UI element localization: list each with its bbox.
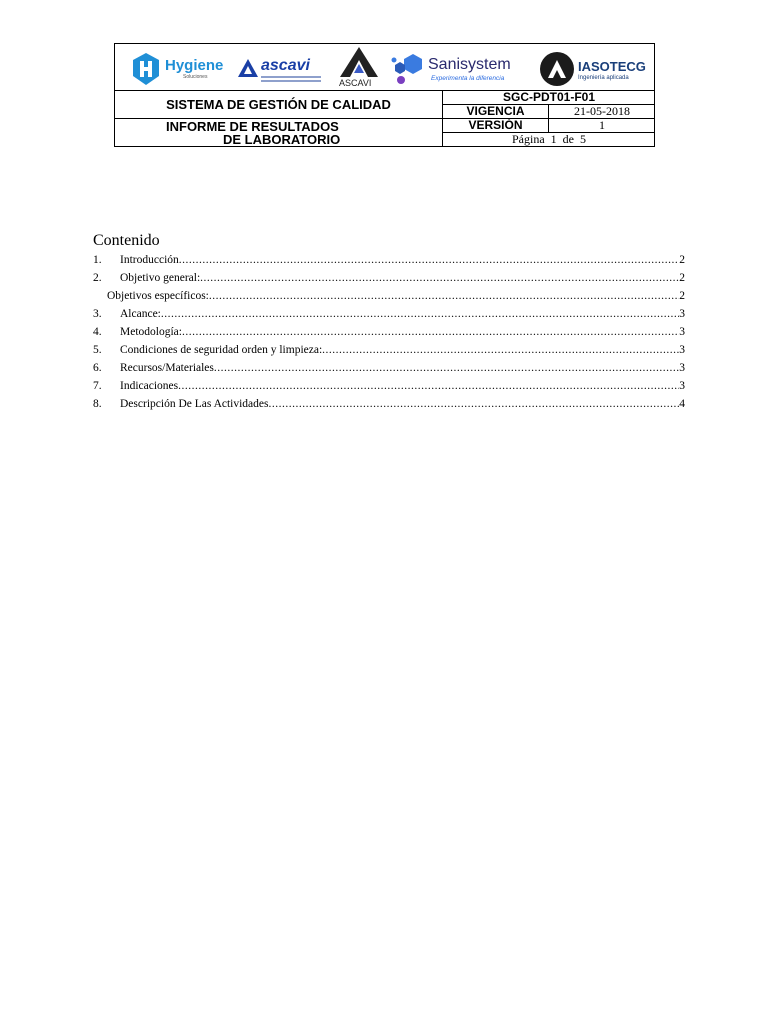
toc-item[interactable] [93,341,685,359]
toc-item-label: Descripción De Las Actividades [120,398,269,410]
toc-item-label: Introducción [120,254,179,266]
toc-item-page: 3 [679,362,685,374]
page-indicator: Página 1 de 5 [512,132,586,146]
version-label: VERSIÓN [443,119,549,133]
toc-item[interactable] [93,305,685,323]
toc-item-number: 2. [93,272,102,284]
vigencia-label: VIGENCIA [443,105,549,119]
table-of-contents [93,251,685,413]
document-title-line2: DE LABORATORIO [223,132,341,147]
document-title [115,119,443,147]
toc-item[interactable] [93,377,685,395]
system-title: SISTEMA DE GESTIÓN DE CALIDAD [115,91,443,119]
toc-item-page: 4 [679,398,685,410]
toc-item[interactable] [93,323,685,341]
sanisystem-text: Sanisystem [428,56,511,73]
toc-item-leader [179,251,679,269]
toc-item-number: 6. [93,362,102,374]
toc-item[interactable] [93,269,685,287]
toc-item-leader [161,305,679,323]
toc-item-page: 2 [679,272,685,284]
toc-item-page: 3 [679,344,685,356]
toc-item[interactable] [93,251,685,269]
toc-item-leader [209,287,679,305]
toc-item-label: Alcance: [120,308,161,320]
toc-item-leader [182,323,679,341]
toc-title: Contenido [93,232,160,249]
vigencia-value: 21-05-2018 [549,105,655,119]
toc-item-leader [178,377,679,395]
toc-item-label: Indicaciones [120,380,179,392]
toc-item[interactable] [93,287,685,305]
toc-item-leader [214,359,679,377]
toc-item-leader [269,395,680,413]
toc-item-number: 1. [93,254,102,266]
document-title-line1: INFORME DE RESULTADOS [166,119,339,134]
ascavi-small-text: ascavi [261,57,310,74]
toc-item-number: 4. [93,326,102,338]
toc-item-page: 3 [679,308,685,320]
toc-item-page: 2 [679,290,685,302]
toc-item-page: 2 [679,254,685,266]
sanisystem-molecule-icon [391,52,427,86]
toc-item[interactable] [93,395,685,413]
toc-item-leader [322,341,679,359]
document-header [114,43,655,147]
toc-item-label: Objetivo general: [120,272,201,284]
ascavi-big-text: ASCAVI [339,78,372,88]
toc-item-label: Metodología: [120,326,182,338]
ascavi-big-triangle-icon [339,46,379,78]
logo-row [115,44,654,91]
iasotecg-sub: Ingeniería aplicada [578,75,629,81]
toc-item-label: Objetivos específicos: [107,290,209,302]
toc-item-number: 3. [93,308,102,320]
hygiene-logo-sub: Soluciones [183,74,208,80]
toc-item-number: 8. [93,398,102,410]
toc-item-label: Condiciones de seguridad orden y limpieza: [120,344,323,356]
hygiene-logo [131,48,224,88]
toc-item[interactable] [93,359,685,377]
iasotecg-logo [537,48,652,88]
sanisystem-tagline: Experimenta la diferencia [431,75,505,82]
document-code: SGC-PDT01-F01 [443,91,655,105]
iasotecg-circle-icon [539,51,575,87]
toc-item-page: 3 [679,380,685,392]
iasotecg-text: IASOTECG [578,59,646,74]
ascavi-triangle-icon [237,58,259,78]
sanisystem-logo [391,48,526,88]
version-value: 1 [549,119,655,133]
hygiene-shield-icon [131,52,161,86]
toc-item-number: 5. [93,344,102,356]
toc-item-leader [200,269,679,287]
toc-item-label: Recursos/Materiales [120,362,214,374]
ascavi-big-logo [333,46,385,86]
toc-item-number: 7. [93,380,102,392]
ascavi-small-logo [235,48,327,88]
toc-item-page: 3 [679,326,685,338]
hygiene-logo-text: Hygiene [165,57,224,74]
